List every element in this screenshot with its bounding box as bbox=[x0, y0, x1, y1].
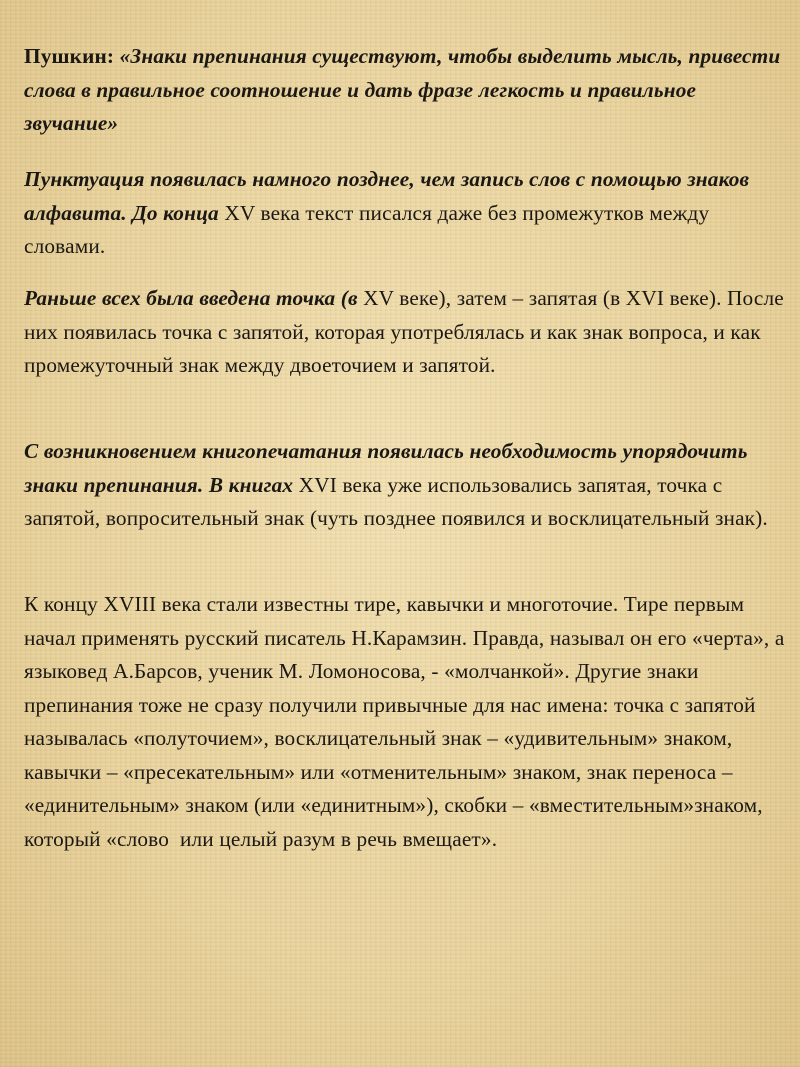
quote-author: Пушкин: bbox=[24, 44, 120, 68]
quote-text: «Знаки препинания существуют, чтобы выделить мысль, привести слова в правильное соотношение и дать фразе легкость и правильное звучание» bbox=[24, 44, 781, 135]
paragraph-emphasis: С возникновением книгопечатания появилась необходимость упорядочить знаки препинания. В книгах bbox=[24, 439, 748, 497]
pushkin-quote-paragraph bbox=[24, 40, 794, 141]
paragraph-emphasis: Раньше всех была введена точка (в bbox=[24, 286, 364, 310]
paragraph-text: XV века текст писался даже без промежутков между словами. bbox=[24, 200, 710, 258]
paragraph-text: К концу XVIII века стали известны тире, кавычки и многоточие. Тире первым начал применять русский писатель Н.Карамзин. Правда, называл он его «черта», а языковед А.Барсов, ученик М. Ломоносова, - «молчанкой». Другие знаки препинания тоже не сразу получили привычные для нас имена: точка с запятой называлась «полуточием», восклицательный знак – «удивительным» знаком, кавычки – «пресекательным» или «отменительным» знаком, знак переноса – «единительным» знаком (или «единитным»), скобки – «вместительным»знаком, который «слово или целый разум в речь вмещает». bbox=[24, 592, 790, 851]
paragraph-text: XVI века уже использовались запятая, точка с запятой, вопросительный знак (чуть позднее появился и восклицательный знак). bbox=[24, 472, 768, 530]
first-marks-paragraph bbox=[24, 282, 794, 383]
punctuation-origin-paragraph bbox=[24, 163, 794, 264]
printing-paragraph bbox=[24, 435, 794, 536]
paragraph-text: XV веке), затем – запятая (в XVI веке). После них появилась точка с запятой, которая употреблялась и как знак вопроса, и как промежуточный знак между двоеточием и запятой. bbox=[24, 286, 784, 377]
paragraph-emphasis: Пунктуация появилась намного позднее, чем запись слов с помощью знаков алфавита. До конца bbox=[24, 167, 750, 225]
eighteenth-century-paragraph bbox=[24, 588, 794, 856]
